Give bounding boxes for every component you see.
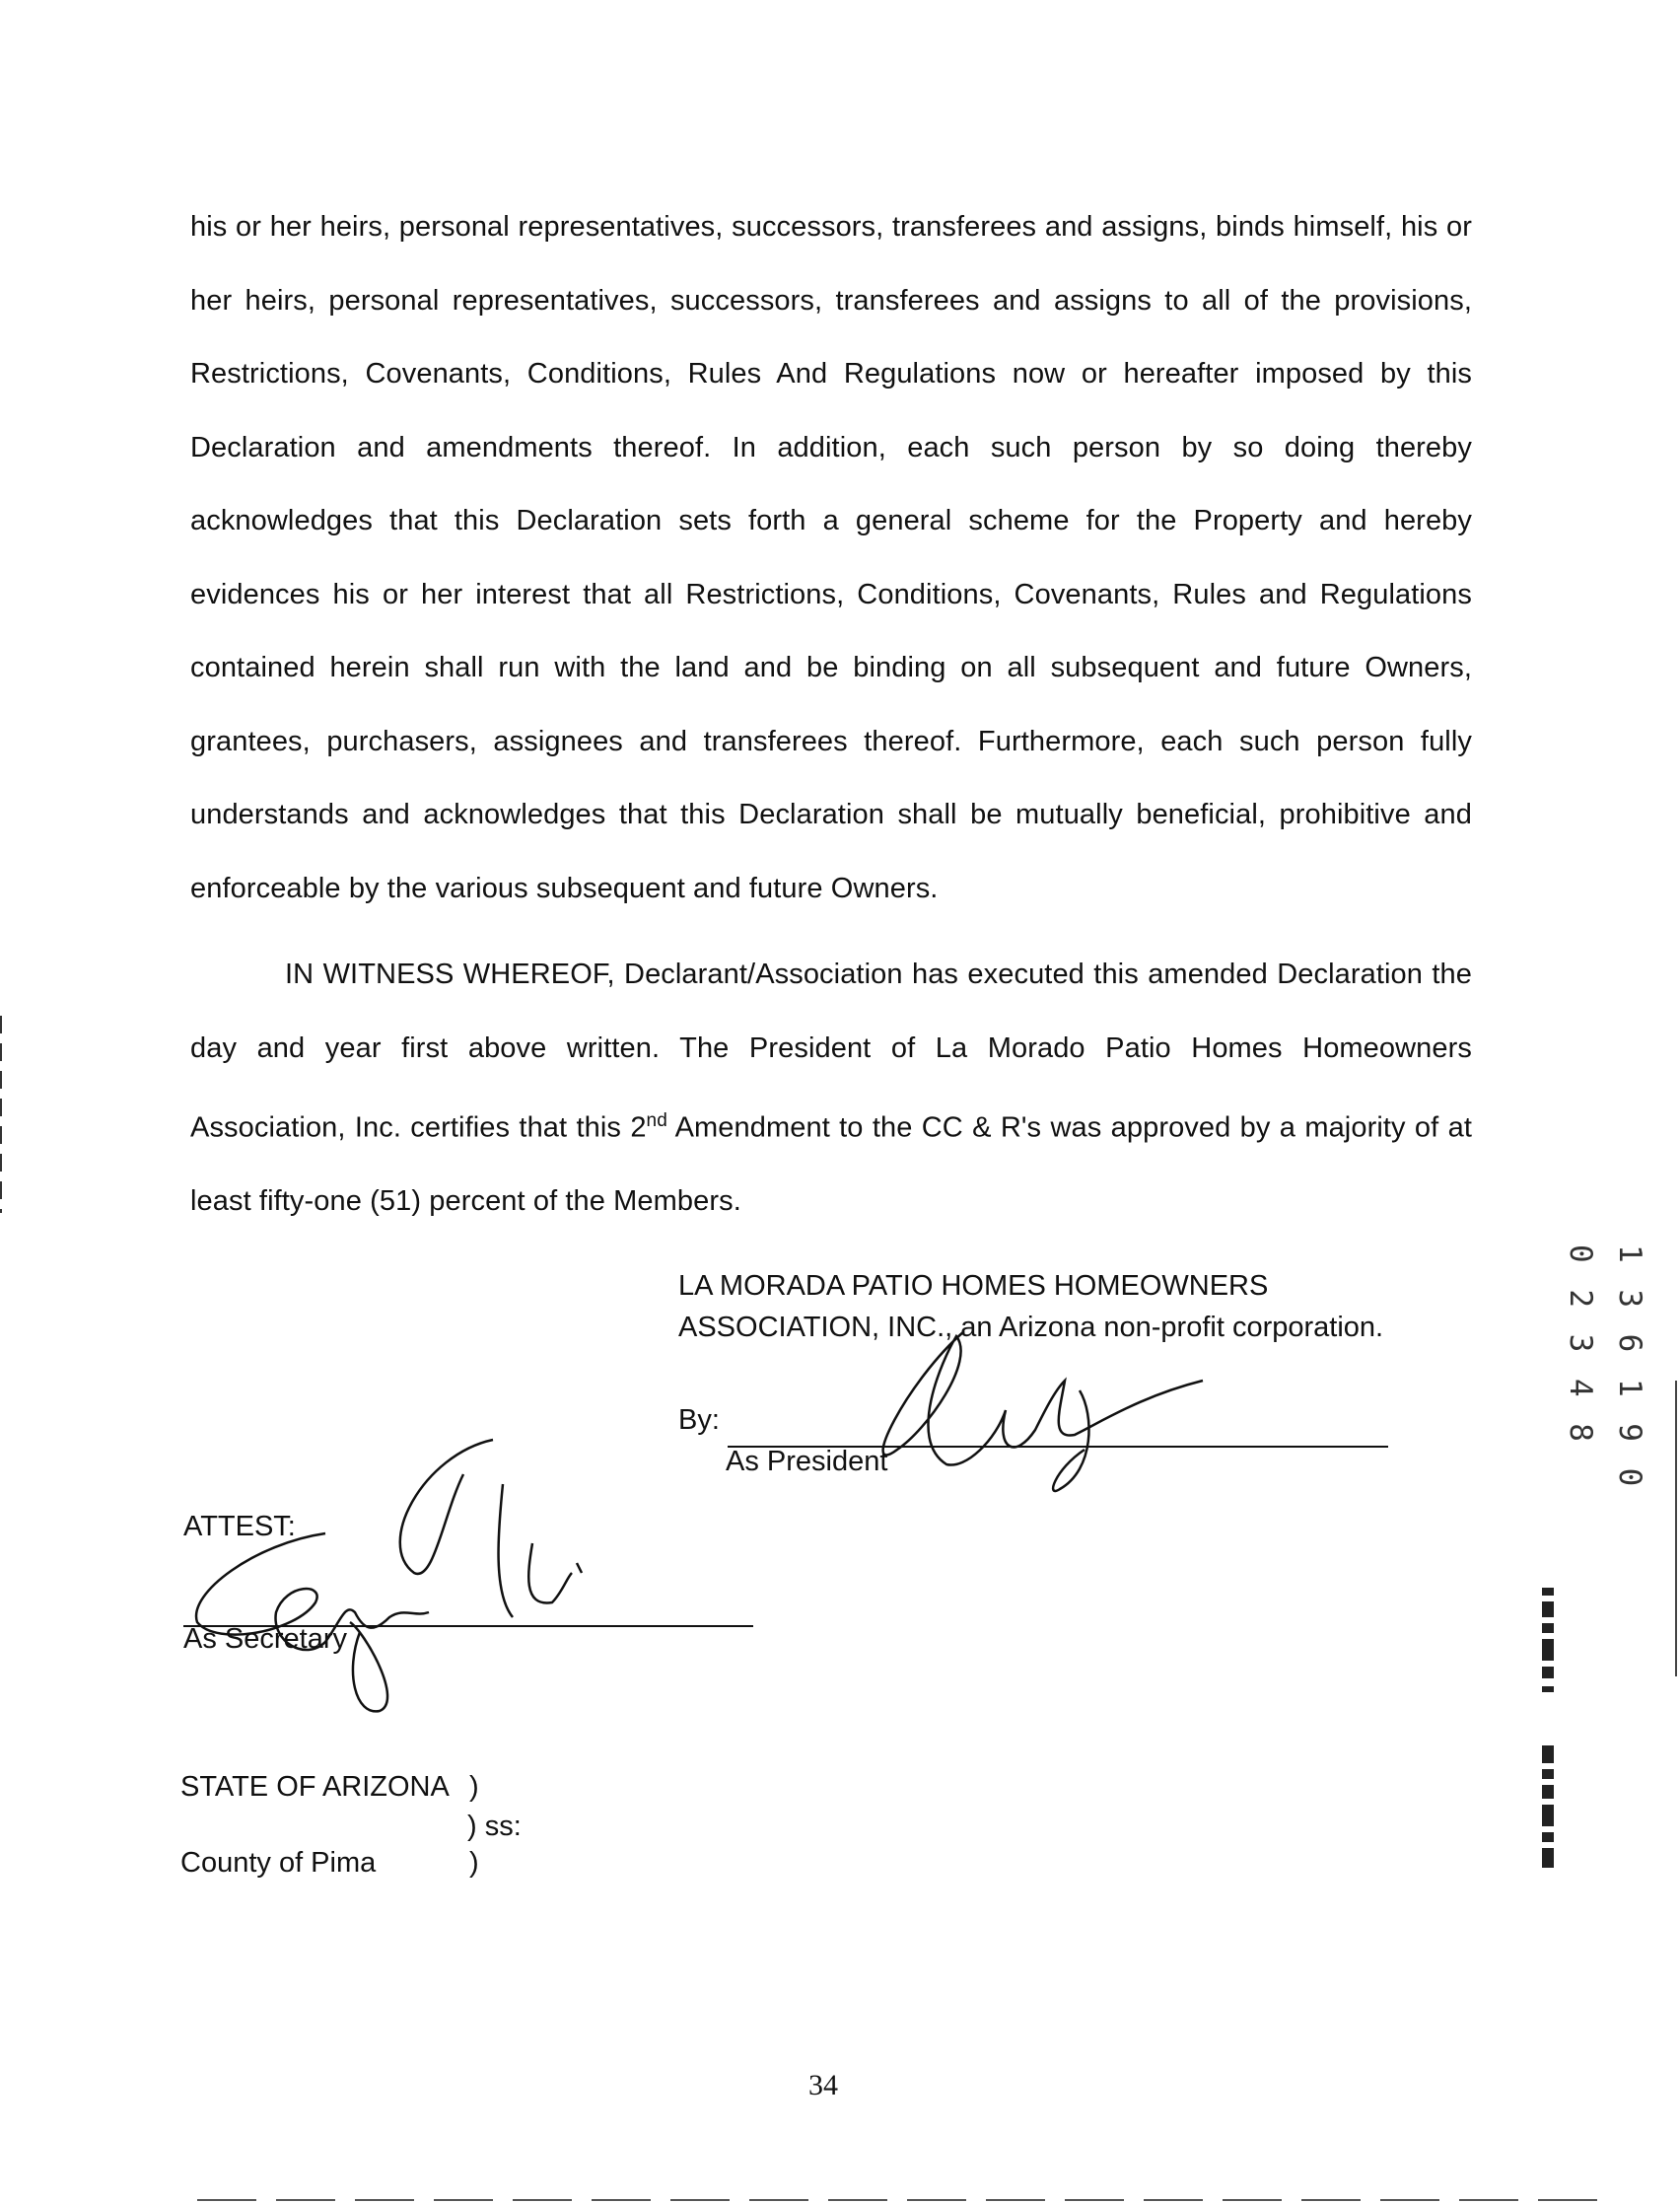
right-edge-mark <box>1673 1381 1679 1676</box>
by-label: By: <box>678 1404 720 1436</box>
witness-text-part-1: IN WITNESS WHEREOF, Declarant/Association has executed this amended Declaration the day and year first above written. The President of La Morado Patio Homes Homeowners Association, Inc. certifies that this 2 <box>190 959 1472 1144</box>
left-edge-mark <box>0 1016 6 1213</box>
witness-text-part-2: Amendment to the CC & R's was approved by a majority of at least fifty-one (51) percent of the Members. <box>190 1111 1472 1218</box>
page-number: 34 <box>808 2069 838 2101</box>
ss-label: ) ss: <box>467 1811 522 1842</box>
body-paragraph <box>190 190 1472 925</box>
ordinal-suffix: nd <box>646 1110 667 1131</box>
paragraph-text: his or her heirs, personal representatives, successors, transferees and assigns, binds himself, his or her heirs, personal representatives, successors, transferees and assigns to all of the provisions, Restrictions, Covenants, Conditions, Rules And Regulations now or hereafter imposed by this Declaration and amendments thereof. In addition, each such person by so doing thereby acknowledges that this Declaration sets forth a general scheme for the Property and hereby evidences his or her interest that all Restrictions, Conditions, Covenants, Rules and Regulations contained herein shall run with the land and be binding on all subsequent and future Owners, grantees, purchasers, assignees and transferees thereof. Furthermore, each such person fully understands and acknowledges that this Declaration shall be mutually beneficial, prohibitive and enforceable by the various subsequent and future Owners. <box>190 211 1472 904</box>
recording-stamp: 1 3 6 1 9 0 0 2 3 4 8 <box>1563 1244 1647 1491</box>
state-label: STATE OF ARIZONA <box>180 1771 450 1803</box>
witness-text <box>190 938 1472 1239</box>
venue-paren: ) <box>469 1771 479 1803</box>
association-line-1: LA MORADA PATIO HOMES HOMEOWNERS <box>678 1270 1269 1302</box>
secretary-signature <box>177 1435 611 1721</box>
secretary-label: As Secretary <box>183 1623 347 1655</box>
attest-label: ATTEST: <box>183 1511 296 1542</box>
bottom-edge-mark <box>197 2197 1617 2203</box>
barcode-mark <box>1538 1588 1560 1874</box>
president-signature <box>848 1321 1223 1504</box>
association-line-2: ASSOCIATION, INC., an Arizona non-profit corporation. <box>678 1312 1384 1343</box>
witness-paragraph <box>190 938 1472 1239</box>
venue-paren: ) <box>469 1847 479 1879</box>
president-label: As President <box>726 1446 888 1477</box>
county-label: County of Pima <box>180 1847 377 1879</box>
